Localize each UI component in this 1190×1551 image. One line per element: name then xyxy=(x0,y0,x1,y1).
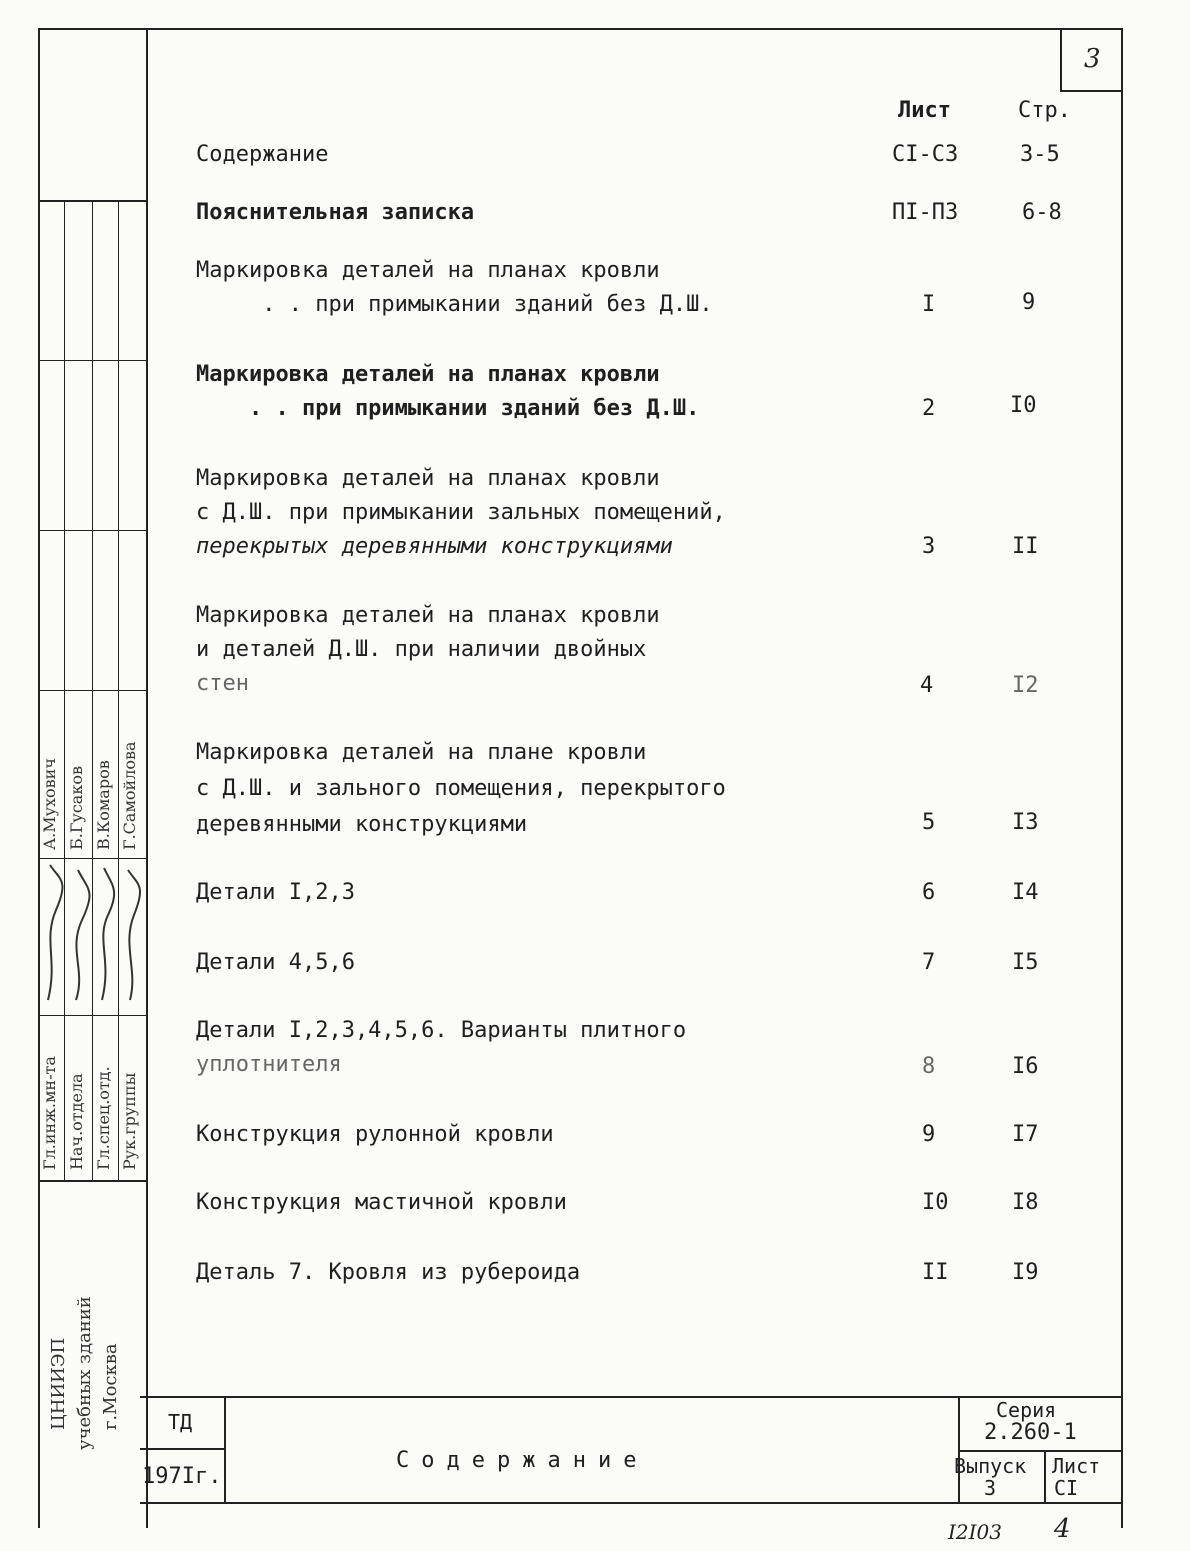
signature-1 xyxy=(48,865,62,1000)
issue-value: 3 xyxy=(984,1476,997,1500)
entry-line: Содержание xyxy=(196,142,329,167)
entry-line: деревянными конструкциями xyxy=(196,812,528,837)
entry-line: Детали I,2,3,4,5,6. Варианты плитного xyxy=(196,1018,687,1043)
entry-line: Детали 4,5,6 xyxy=(196,950,355,975)
stamp-name: Г.Самойлова xyxy=(120,741,139,850)
org-line: г.Москва xyxy=(100,1343,121,1430)
entry-line: с Д.Ш. при примыкании зальных помещений, xyxy=(196,500,726,525)
header-sheet: Лист xyxy=(898,98,951,123)
stamp-position: Рук.группы xyxy=(120,1072,139,1170)
signature-4 xyxy=(128,870,140,1000)
entry-page: I5 xyxy=(1012,950,1039,975)
tb-col-a xyxy=(224,1396,226,1504)
entry-sheet: ПI-ПЗ xyxy=(892,200,959,225)
tb-series-sep xyxy=(958,1450,1123,1452)
signature-3 xyxy=(102,868,114,1000)
entry-line: Маркировка деталей на плане кровли xyxy=(196,740,647,765)
page-number: 4 xyxy=(1054,1514,1071,1544)
tb-issue-sep xyxy=(1044,1450,1046,1504)
frame-top xyxy=(38,28,1123,30)
issue-label: Выпуск xyxy=(954,1454,1027,1478)
entry-sheet: 9 xyxy=(922,1122,936,1147)
entry-page: I8 xyxy=(1012,1190,1039,1215)
header-page: Стр. xyxy=(1018,98,1071,123)
entry-page: I4 xyxy=(1012,880,1039,905)
entry-sheet: 7 xyxy=(922,950,936,975)
stamp-row-4 xyxy=(38,858,148,859)
entry-page: I3 xyxy=(1012,810,1039,835)
entry-sheet: 5 xyxy=(922,810,936,835)
frame-right xyxy=(1121,28,1123,1528)
entry-line: Пояснительная записка xyxy=(196,200,475,225)
entry-sheet: 6 xyxy=(922,880,936,905)
entry-page: I7 xyxy=(1012,1122,1039,1147)
entry-line: уплотнителя xyxy=(196,1052,342,1077)
series-label: Серия xyxy=(996,1398,1057,1422)
entry-line: Деталь 7. Кровля из рубероида xyxy=(196,1260,581,1285)
stamp-position: Гл.спец.отд. xyxy=(94,1066,113,1170)
stamp-bottom-line xyxy=(38,1180,148,1182)
series-value: 2.260-1 xyxy=(984,1420,1077,1445)
entry-line: Маркировка деталей на планах кровли xyxy=(196,603,660,628)
entry-line: . . при примыкании зданий без Д.Ш. xyxy=(196,396,700,421)
entry-page: II xyxy=(1012,534,1039,559)
tb-top xyxy=(140,1396,1123,1398)
stamp-position: Гл.инж.мн-та xyxy=(40,1056,59,1170)
archive-number: I2I03 xyxy=(948,1520,1002,1544)
stamp-name: А.Мухович xyxy=(40,758,59,850)
entry-sheet: 4 xyxy=(920,673,934,698)
entry-sheet: I0 xyxy=(922,1190,949,1215)
entry-page: 6-8 xyxy=(1022,200,1062,225)
entry-line: с Д.Ш. и зального помещения, перекрытого xyxy=(196,776,726,801)
signatures xyxy=(38,860,148,1010)
entry-page: I2 xyxy=(1012,673,1039,698)
frame-inner-left xyxy=(146,28,148,1528)
frame-bottom xyxy=(140,1502,1123,1504)
entry-line: Конструкция мастичной кровли xyxy=(196,1190,567,1215)
entry-sheet: II xyxy=(922,1260,949,1285)
entry-line: Детали I,2,3 xyxy=(196,880,355,905)
title: Содержание xyxy=(396,1448,649,1473)
stamp-name: Б.Гусаков xyxy=(67,766,86,850)
stamp-row-1 xyxy=(38,360,148,361)
doc-type: ТД xyxy=(168,1410,193,1434)
entry-page: I9 xyxy=(1012,1260,1039,1285)
sheet-label: Лист xyxy=(1052,1454,1101,1478)
sheet-value: CI xyxy=(1054,1476,1079,1500)
entry-line: Конструкция рулонной кровли xyxy=(196,1122,554,1147)
org-line: ЦНИИЭП xyxy=(48,1337,69,1430)
stamp-row-5 xyxy=(38,1015,148,1016)
entry-page: 3-5 xyxy=(1020,142,1060,167)
signature-2 xyxy=(76,870,90,1000)
entry-line: и деталей Д.Ш. при наличии двойных xyxy=(196,637,647,662)
corner-number: 3 xyxy=(1084,44,1101,74)
entry-line: Маркировка деталей на планах кровли xyxy=(196,362,660,387)
year: 197Iг. xyxy=(142,1464,222,1489)
entry-sheet: 3 xyxy=(922,534,936,559)
entry-sheet: 8 xyxy=(922,1054,936,1079)
stamp-row-2 xyxy=(38,530,148,531)
entry-page: I6 xyxy=(1012,1054,1039,1079)
entry-page: I0 xyxy=(1010,393,1037,418)
entry-page: 9 xyxy=(1022,290,1036,315)
entry-line: Маркировка деталей на планах кровли xyxy=(196,466,660,491)
entry-sheet: I xyxy=(922,292,936,317)
tb-mid xyxy=(140,1448,226,1450)
entry-line: Маркировка деталей на планах кровли xyxy=(196,258,660,283)
entry-sheet: CI-C3 xyxy=(892,142,959,167)
entry-line: стен xyxy=(196,671,249,696)
entry-line: . . при примыкании зданий без Д.Ш. xyxy=(196,292,713,317)
org-line: учебных зданий xyxy=(74,1296,95,1450)
stamp-name: В.Комаров xyxy=(94,760,113,850)
stamp-position: Нач.отдела xyxy=(67,1073,86,1170)
stamp-row-3 xyxy=(38,690,148,691)
stamp-top-line xyxy=(38,200,148,202)
entry-sheet: 2 xyxy=(922,396,936,421)
entry-line: перекрытых деревянными конструкциями xyxy=(196,534,673,559)
